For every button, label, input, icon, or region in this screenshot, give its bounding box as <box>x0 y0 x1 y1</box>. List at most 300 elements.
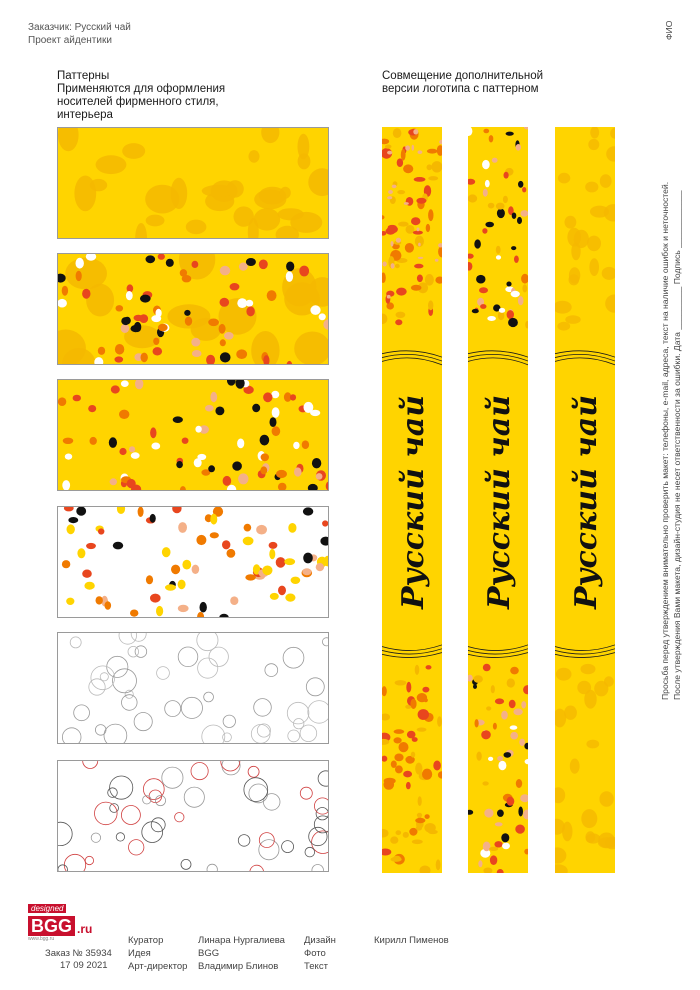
pattern-dot <box>299 266 309 277</box>
pattern-dot <box>230 283 240 290</box>
pattern-dot <box>411 217 420 225</box>
pattern-dot <box>178 605 189 612</box>
pattern-dot <box>260 435 270 446</box>
pattern-dot <box>482 160 490 169</box>
pattern-dot <box>146 255 156 263</box>
pattern-panel-5 <box>57 632 329 744</box>
pattern-dot <box>113 542 123 550</box>
pattern-dot <box>497 209 505 219</box>
pattern-dot <box>427 164 433 170</box>
pattern-dot <box>138 507 144 517</box>
pattern-dot <box>413 129 418 134</box>
pattern-dot <box>599 791 613 806</box>
pattern-dot <box>290 394 296 400</box>
pattern-dot <box>428 300 433 310</box>
pattern-dot <box>416 825 422 830</box>
pattern-dot <box>504 752 512 758</box>
pattern-dot <box>585 182 598 193</box>
pattern-dot <box>156 606 163 616</box>
pattern-dot <box>496 203 505 210</box>
patterns-title-line: носителей фирменного стиля, <box>57 96 219 108</box>
pattern-dot <box>412 737 418 742</box>
pattern-dot <box>416 198 426 204</box>
pattern-dot <box>392 185 397 189</box>
pattern-dot <box>98 528 104 534</box>
pattern-dot <box>127 479 136 488</box>
pattern-dot <box>270 593 279 600</box>
pattern-dot <box>487 316 496 321</box>
pattern-dot <box>558 173 570 184</box>
pattern-dot <box>182 438 189 444</box>
pattern-panel-2 <box>57 253 329 365</box>
pattern-dot <box>387 151 392 155</box>
pattern-dot <box>316 473 323 480</box>
pattern-dot <box>485 180 490 187</box>
pattern-panel-4 <box>57 506 329 618</box>
pattern-dot <box>424 698 428 702</box>
pattern-dot <box>129 446 135 452</box>
approval-note-line-1: Просьба перед утверждением внимательно проверить макет: телефоны, e-mail, адреса, текст на наличие ошибок и неточностей. <box>660 181 670 700</box>
pattern-dot <box>428 176 438 180</box>
pattern-dot <box>153 338 159 345</box>
pattern-dot <box>269 549 275 559</box>
pattern-dot <box>427 149 438 154</box>
pattern-dot <box>58 397 66 406</box>
pattern-dot <box>222 540 230 549</box>
pattern-dot <box>393 856 401 861</box>
pattern-dot <box>518 181 523 188</box>
pattern-dot <box>236 349 247 359</box>
pattern-dot <box>88 405 96 412</box>
pattern-dot <box>116 305 124 311</box>
pattern-dot <box>481 730 491 739</box>
pattern-dot <box>243 537 254 546</box>
pattern-dot <box>316 563 324 571</box>
pattern-dot <box>252 404 260 412</box>
pattern-panel-3 <box>57 379 329 491</box>
pattern-dot <box>96 596 103 604</box>
bgg-logo-designed: designed <box>28 904 66 913</box>
pattern-dot <box>405 145 410 150</box>
pattern-dot <box>497 810 504 817</box>
pattern-dot <box>220 266 230 276</box>
pattern-dot <box>166 259 174 267</box>
pattern-dot <box>512 213 517 219</box>
pattern-dot <box>176 461 183 468</box>
approval-note-line-2: После утверждения Вами макета, дизайн-студия не несет ответственности за ошибки. Дата _________ Подпись ____________ <box>672 190 682 700</box>
pattern-dot <box>145 185 179 214</box>
russkiy-chai-logo: Русский чай <box>569 394 604 610</box>
pattern-dot <box>510 725 518 729</box>
russkiy-chai-logo: Русский чай <box>482 394 517 610</box>
pattern-dot <box>397 190 405 194</box>
pattern-dot <box>499 308 505 313</box>
pattern-dot <box>290 212 322 233</box>
pattern-dot <box>302 440 309 449</box>
order-number: Заказ № 35934 <box>45 948 112 959</box>
pattern-dot <box>210 514 217 525</box>
pattern-dot <box>146 575 153 584</box>
pattern-dot <box>509 700 516 708</box>
pattern-dot <box>237 439 244 449</box>
pattern-dot <box>496 255 501 259</box>
pattern-dot <box>502 843 510 850</box>
pattern-dot <box>77 548 85 558</box>
patterns-title-line: Паттерны <box>57 70 110 82</box>
pattern-dot <box>410 699 416 709</box>
pattern-dot <box>393 128 402 138</box>
pattern-dot <box>270 417 277 427</box>
pattern-dot <box>291 577 301 584</box>
pattern-dot <box>391 241 394 247</box>
pattern-dot <box>501 711 508 720</box>
order-date: 17 09 2021 <box>60 960 108 971</box>
pattern-dot <box>428 209 433 221</box>
pattern-dot <box>585 831 595 843</box>
pattern-dot <box>476 275 485 284</box>
pattern-dot <box>182 560 191 570</box>
pattern-dot <box>488 203 495 209</box>
pattern-dot <box>385 145 392 149</box>
logo-strip-2 <box>468 127 528 873</box>
pattern-dot <box>310 410 320 416</box>
pattern-dot <box>246 306 254 316</box>
pattern-dot <box>165 584 176 590</box>
pattern-dot <box>384 780 395 790</box>
pattern-dot <box>65 454 72 460</box>
pattern-dot <box>497 756 503 761</box>
pattern-dot <box>303 507 313 515</box>
pattern-dot <box>412 840 423 845</box>
pattern-dot <box>62 480 70 490</box>
pattern-dot <box>522 187 526 192</box>
pattern-dot <box>208 319 219 327</box>
pattern-dot <box>271 391 279 398</box>
pattern-dot <box>522 284 527 292</box>
pattern-dot <box>259 260 268 270</box>
bgg-logo-url: www.bgg.ru <box>28 936 55 942</box>
logo-combo-title <box>382 70 543 96</box>
pattern-dot <box>433 761 441 771</box>
pattern-dot <box>507 797 515 806</box>
pattern-dot <box>387 196 392 199</box>
pattern-dot <box>276 470 287 478</box>
pattern-dot <box>178 580 186 590</box>
pattern-dot <box>426 224 430 232</box>
pattern-dot <box>468 194 477 202</box>
pattern-dot <box>414 177 426 182</box>
pattern-dot <box>431 161 442 172</box>
pattern-dot <box>598 833 615 848</box>
pattern-dot <box>158 324 168 332</box>
pattern-dot <box>388 190 393 194</box>
pattern-dot <box>518 296 524 305</box>
role-label: Фото <box>304 948 326 959</box>
pattern-dot <box>194 458 202 467</box>
pattern-dot <box>565 216 577 229</box>
pattern-dot <box>124 325 160 348</box>
pattern-dot <box>286 262 294 272</box>
patterns-title-line: интерьера <box>57 109 113 121</box>
pattern-dot <box>484 809 493 818</box>
pattern-dot <box>134 315 144 321</box>
pattern-dot <box>131 452 140 459</box>
pattern-dot <box>205 405 214 412</box>
pattern-dot <box>76 258 84 269</box>
pattern-dot <box>508 318 518 327</box>
pattern-dot <box>303 553 313 564</box>
pattern-dot <box>68 517 78 523</box>
pattern-dot <box>156 309 162 318</box>
pattern-dot <box>178 522 187 533</box>
pattern-dot <box>426 665 432 669</box>
pattern-dot <box>390 836 398 843</box>
pattern-dot <box>436 859 441 870</box>
pattern-dot <box>415 763 422 775</box>
pattern-dot <box>404 202 409 205</box>
pattern-dot <box>76 271 82 281</box>
pattern-dot <box>196 535 206 545</box>
pattern-dot <box>405 243 414 253</box>
pattern-dot <box>119 448 126 455</box>
project-label: Проект айдентики <box>28 35 112 46</box>
logo-strip-1 <box>382 127 442 873</box>
pattern-dot <box>493 723 497 730</box>
pattern-dot <box>206 355 215 365</box>
pattern-dot <box>417 275 423 283</box>
pattern-dot <box>208 465 215 472</box>
pattern-dot <box>395 680 407 685</box>
pattern-dot <box>513 709 522 716</box>
pattern-dot <box>496 246 501 254</box>
pattern-dot <box>262 566 272 576</box>
role-value: BGG <box>198 948 220 959</box>
pattern-dot <box>490 855 497 865</box>
role-label: Арт-директор <box>128 961 188 972</box>
pattern-dot <box>581 809 597 828</box>
bgg-logo <box>28 898 98 942</box>
pattern-dot <box>418 257 424 259</box>
pattern-dot <box>581 664 596 674</box>
pattern-dot <box>186 220 207 235</box>
pattern-dot <box>115 344 124 355</box>
pattern-dot <box>285 594 295 602</box>
pattern-dot <box>276 557 286 568</box>
pattern-dot <box>510 732 518 740</box>
pattern-dot <box>284 558 295 565</box>
pattern-dot <box>511 291 520 297</box>
pattern-dot <box>517 217 522 224</box>
pattern-dot <box>411 285 422 291</box>
pattern-dot <box>394 737 402 743</box>
pattern-dot <box>475 719 479 727</box>
pattern-dot <box>322 520 328 526</box>
pattern-dot <box>394 729 405 734</box>
pattern-dot <box>387 295 391 299</box>
pattern-dot <box>396 312 406 318</box>
pattern-dot <box>90 179 107 191</box>
pattern-dot <box>278 586 286 596</box>
pattern-dot <box>588 139 599 150</box>
pattern-dot <box>488 757 493 761</box>
pattern-dot <box>244 524 252 532</box>
pattern-dot <box>227 549 236 558</box>
pattern-dot <box>280 187 291 199</box>
pattern-dot <box>150 594 161 603</box>
pattern-dot <box>514 256 519 263</box>
pattern-dot <box>293 442 299 449</box>
pattern-dot <box>504 172 509 179</box>
pattern-dot <box>171 565 180 575</box>
pattern-dot <box>121 380 129 387</box>
pattern-dot <box>98 347 105 355</box>
pattern-dot <box>86 543 96 549</box>
pattern-dot <box>587 236 601 252</box>
pattern-dot <box>150 514 156 523</box>
pattern-dot <box>180 269 187 277</box>
pattern-dot <box>162 547 171 557</box>
role-label: Текст <box>304 961 328 972</box>
pattern-panel-6 <box>57 760 329 872</box>
pattern-dot <box>84 582 94 590</box>
pattern-dot <box>260 466 267 474</box>
pattern-dot <box>495 822 503 826</box>
pattern-dot <box>219 324 226 334</box>
pattern-dot <box>294 467 302 476</box>
pattern-dot <box>482 228 487 234</box>
pattern-dot <box>150 427 156 438</box>
logo-combo-title-line: Совмещение дополнительной <box>382 70 544 82</box>
pattern-dot <box>418 709 429 720</box>
pattern-dot <box>401 149 406 161</box>
pattern-dot <box>110 478 117 485</box>
pattern-dot <box>63 438 74 444</box>
pattern-dot <box>82 289 90 299</box>
pattern-dot <box>418 243 421 247</box>
logo-combo-title-line: версии логотипа с паттерном <box>382 83 539 95</box>
pattern-dot <box>589 258 599 276</box>
pattern-dot <box>494 841 502 847</box>
pattern-dot <box>565 315 580 324</box>
role-value: Линара Нургалиева <box>198 935 285 946</box>
pattern-dot <box>62 560 70 568</box>
pattern-dot <box>515 825 525 834</box>
pattern-dot <box>391 761 397 768</box>
pattern-dot <box>594 681 608 697</box>
russkiy-chai-logo: Русский чай <box>396 394 431 610</box>
pattern-dot <box>483 664 491 672</box>
pattern-dot <box>518 807 523 817</box>
pattern-dot <box>223 476 232 486</box>
pattern-dot <box>501 833 509 842</box>
pattern-dot <box>422 687 429 693</box>
pattern-dot <box>73 395 81 402</box>
pattern-dot <box>480 304 486 309</box>
pattern-dot <box>146 215 165 227</box>
pattern-dot <box>474 675 483 683</box>
pattern-dot <box>395 264 400 268</box>
pattern-dot <box>246 258 256 266</box>
pattern-dot <box>226 180 243 197</box>
pattern-dot <box>483 129 489 134</box>
pattern-dot <box>403 164 413 173</box>
pattern-dot <box>192 565 200 574</box>
pattern-dot <box>131 325 141 332</box>
pattern-dot <box>406 782 411 789</box>
patterns-title-line: Применяются для оформления <box>57 83 226 95</box>
pattern-dot <box>412 145 415 151</box>
pattern-dot <box>574 230 589 248</box>
pattern-dot <box>191 338 200 347</box>
pattern-dot <box>482 781 488 785</box>
pattern-dot <box>67 524 75 534</box>
pattern-dot <box>195 426 201 433</box>
pattern-dot <box>153 347 163 355</box>
pattern-dot <box>396 288 407 296</box>
pattern-dot <box>192 261 199 268</box>
role-value: Владимир Блинов <box>198 961 279 972</box>
pattern-dot <box>507 678 515 687</box>
pattern-panel-1 <box>57 127 329 239</box>
pattern-dot <box>272 426 281 436</box>
role-label: Куратор <box>128 935 164 946</box>
pattern-dot <box>424 823 435 833</box>
pattern-dot <box>126 291 133 300</box>
pattern-dot <box>82 570 92 578</box>
pattern-dot <box>569 267 580 283</box>
pattern-dot <box>403 832 409 838</box>
bgg-logo-main: BGG <box>28 916 75 936</box>
pattern-dot <box>286 271 293 282</box>
pattern-dot <box>111 385 120 393</box>
pattern-dot <box>215 407 224 416</box>
pattern-dot <box>435 259 439 262</box>
pattern-dot <box>489 135 494 142</box>
pattern-dot <box>124 317 131 325</box>
pattern-dot <box>224 332 234 340</box>
pattern-dot <box>220 298 230 307</box>
pattern-dot <box>415 665 420 675</box>
pattern-dot <box>498 761 506 771</box>
pattern-dot <box>288 523 296 533</box>
role-label: Идея <box>128 948 151 959</box>
pattern-dot <box>302 568 311 575</box>
pattern-dot <box>269 542 278 549</box>
pattern-dot <box>510 667 519 675</box>
pattern-dot <box>319 313 326 320</box>
pattern-dot <box>230 596 238 605</box>
pattern-dot <box>122 143 145 159</box>
pattern-dot <box>232 461 242 470</box>
pattern-dot <box>422 769 432 780</box>
bgg-logo-suffix: .ru <box>77 922 93 936</box>
pattern-dot <box>386 228 396 235</box>
pattern-dot <box>238 473 248 484</box>
pattern-dot <box>396 830 402 835</box>
pattern-dot <box>66 598 74 605</box>
pattern-dot <box>261 453 269 461</box>
pattern-dot <box>415 818 425 823</box>
pattern-dot <box>310 305 320 315</box>
pattern-dot <box>184 310 190 316</box>
pattern-dot <box>472 309 479 313</box>
pattern-dot <box>263 392 272 402</box>
pattern-dot <box>121 324 130 333</box>
pattern-dot <box>425 814 430 819</box>
pattern-dot <box>417 228 420 232</box>
pattern-dot <box>267 290 277 301</box>
pattern-dot <box>382 262 386 267</box>
